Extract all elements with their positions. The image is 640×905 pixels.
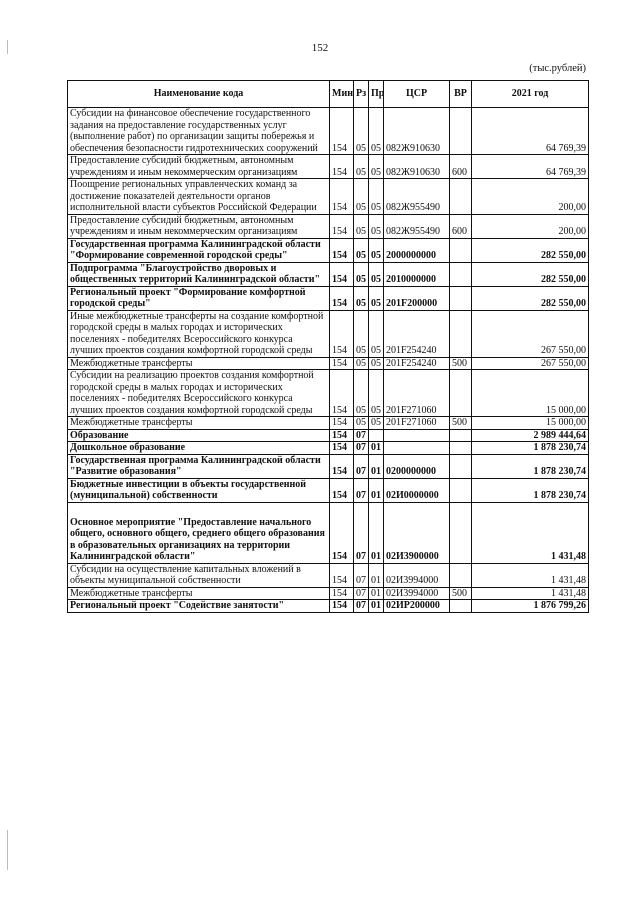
row-vr-cell: 500 — [450, 357, 472, 370]
row-min-cell: 154 — [330, 108, 354, 155]
row-csr-cell: 2000000000 — [384, 238, 450, 262]
row-name-cell: Основное мероприятие "Предоставление начального общего, основного общего, среднего общего образования в образовательных организациях на территории Калининградской области" — [68, 502, 330, 563]
row-pr-cell: 05 — [369, 417, 384, 430]
row-name-cell: Региональный проект "Формирование комфортной городской среды" — [68, 286, 330, 310]
row-pr-cell — [369, 429, 384, 442]
row-vr-cell — [450, 179, 472, 215]
row-rz-cell: 07 — [354, 502, 369, 563]
table-row — [68, 454, 589, 478]
row-rz-cell: 07 — [354, 442, 369, 455]
row-vr-cell — [450, 563, 472, 587]
table-row — [68, 429, 589, 442]
row-amount-cell: 64 769,39 — [472, 108, 589, 155]
row-name-cell: Подпрограмма "Благоустройство дворовых и общественных территорий Калининградской области" — [68, 262, 330, 286]
row-min-cell: 154 — [330, 429, 354, 442]
row-min-cell: 154 — [330, 310, 354, 357]
row-pr-cell: 05 — [369, 108, 384, 155]
row-amount-cell: 1 878 230,74 — [472, 442, 589, 455]
row-pr-cell: 05 — [369, 214, 384, 238]
row-min-cell: 154 — [330, 155, 354, 179]
row-vr-cell — [450, 310, 472, 357]
row-amount-cell: 2 989 444,64 — [472, 429, 589, 442]
row-min-cell: 154 — [330, 286, 354, 310]
column-header-vr: ВР — [450, 81, 472, 108]
row-min-cell: 154 — [330, 600, 354, 613]
row-min-cell: 154 — [330, 587, 354, 600]
row-pr-cell: 05 — [369, 310, 384, 357]
row-rz-cell: 07 — [354, 600, 369, 613]
column-header-year: 2021 год — [472, 81, 589, 108]
row-csr-cell — [384, 429, 450, 442]
row-amount-cell: 1 431,48 — [472, 563, 589, 587]
row-pr-cell: 01 — [369, 563, 384, 587]
units-label: (тыс.рублей) — [529, 63, 586, 74]
row-amount-cell: 1 878 230,74 — [472, 454, 589, 478]
table-row — [68, 108, 589, 155]
row-csr-cell: 082Ж955490 — [384, 214, 450, 238]
row-name-cell: Субсидии на финансовое обеспечение государственного задания на предоставление государственных услуг (выполнение работ) по организации защиты побережья и обеспечения безопасности гидротехнических сооружений — [68, 108, 330, 155]
row-csr-cell: 0200000000 — [384, 454, 450, 478]
row-rz-cell: 07 — [354, 454, 369, 478]
row-name-cell: Региональный проект "Содействие занятости" — [68, 600, 330, 613]
row-pr-cell: 01 — [369, 442, 384, 455]
row-min-cell: 154 — [330, 454, 354, 478]
row-rz-cell: 05 — [354, 370, 369, 417]
row-min-cell: 154 — [330, 214, 354, 238]
row-amount-cell: 267 550,00 — [472, 310, 589, 357]
table-row — [68, 262, 589, 286]
row-pr-cell: 01 — [369, 454, 384, 478]
row-vr-cell — [450, 286, 472, 310]
table-row — [68, 357, 589, 370]
row-min-cell: 154 — [330, 179, 354, 215]
row-vr-cell: 600 — [450, 214, 472, 238]
row-min-cell: 154 — [330, 262, 354, 286]
row-amount-cell: 200,00 — [472, 179, 589, 215]
row-csr-cell: 201F254240 — [384, 357, 450, 370]
row-amount-cell: 1 431,48 — [472, 587, 589, 600]
table-body — [68, 108, 589, 613]
row-rz-cell: 05 — [354, 357, 369, 370]
row-csr-cell: 201F200000 — [384, 286, 450, 310]
row-amount-cell: 1 876 799,26 — [472, 600, 589, 613]
row-csr-cell: 082Ж910630 — [384, 155, 450, 179]
row-name-cell: Образование — [68, 429, 330, 442]
row-pr-cell: 01 — [369, 600, 384, 613]
table-row — [68, 442, 589, 455]
row-vr-cell: 500 — [450, 417, 472, 430]
budget-table — [67, 80, 589, 613]
row-name-cell: Межбюджетные трансферты — [68, 587, 330, 600]
row-vr-cell — [450, 429, 472, 442]
row-amount-cell: 1 878 230,74 — [472, 478, 589, 502]
margin-mark-bottom — [7, 830, 8, 870]
row-name-cell: Государственная программа Калининградской области "Развитие образования" — [68, 454, 330, 478]
row-vr-cell — [450, 502, 472, 563]
row-csr-cell — [384, 442, 450, 455]
row-amount-cell: 64 769,39 — [472, 155, 589, 179]
page-number: 152 — [311, 42, 329, 54]
row-name-cell: Предоставление субсидий бюджетным, автономным учреждениям и иным некоммерческим организациям — [68, 214, 330, 238]
table-row — [68, 478, 589, 502]
row-min-cell: 154 — [330, 478, 354, 502]
row-vr-cell — [450, 238, 472, 262]
row-amount-cell: 282 550,00 — [472, 286, 589, 310]
row-vr-cell — [450, 454, 472, 478]
table-header-row — [68, 81, 589, 108]
row-pr-cell: 01 — [369, 502, 384, 563]
table-row — [68, 587, 589, 600]
row-pr-cell: 05 — [369, 179, 384, 215]
row-rz-cell: 05 — [354, 108, 369, 155]
table-row — [68, 417, 589, 430]
table-row — [68, 238, 589, 262]
row-rz-cell: 05 — [354, 238, 369, 262]
row-name-cell: Субсидии на осуществление капитальных вложений в объекты муниципальной собственности — [68, 563, 330, 587]
row-min-cell: 154 — [330, 370, 354, 417]
row-csr-cell: 201F271060 — [384, 417, 450, 430]
row-csr-cell: 02И0000000 — [384, 478, 450, 502]
row-pr-cell: 05 — [369, 286, 384, 310]
row-pr-cell: 05 — [369, 155, 384, 179]
table-row — [68, 310, 589, 357]
row-name-cell: Предоставление субсидий бюджетным, автономным учреждениям и иным некоммерческим организациям — [68, 155, 330, 179]
row-rz-cell: 07 — [354, 587, 369, 600]
row-csr-cell: 201F254240 — [384, 310, 450, 357]
row-rz-cell: 07 — [354, 478, 369, 502]
row-rz-cell: 05 — [354, 179, 369, 215]
row-min-cell: 154 — [330, 417, 354, 430]
row-csr-cell: 02И3994000 — [384, 563, 450, 587]
row-name-cell: Государственная программа Калининградской области "Формирование современной городской среды" — [68, 238, 330, 262]
column-header-csr: ЦСР — [384, 81, 450, 108]
row-rz-cell: 05 — [354, 310, 369, 357]
row-vr-cell — [450, 262, 472, 286]
row-amount-cell: 15 000,00 — [472, 370, 589, 417]
row-name-cell: Дошкольное образование — [68, 442, 330, 455]
row-vr-cell: 500 — [450, 587, 472, 600]
row-rz-cell: 05 — [354, 286, 369, 310]
row-pr-cell: 05 — [369, 357, 384, 370]
row-name-cell: Бюджетные инвестиции в объекты государственной (муниципальной) собственности — [68, 478, 330, 502]
row-rz-cell: 05 — [354, 214, 369, 238]
row-csr-cell: 02И3900000 — [384, 502, 450, 563]
row-name-cell: Межбюджетные трансферты — [68, 417, 330, 430]
row-amount-cell: 1 431,48 — [472, 502, 589, 563]
row-vr-cell — [450, 370, 472, 417]
row-vr-cell — [450, 478, 472, 502]
column-header-pr: Пр — [369, 81, 384, 108]
row-name-cell: Поощрение региональных управленческих команд за достижение показателей деятельности органов исполнительной власти субъектов Российской Федерации — [68, 179, 330, 215]
row-vr-cell — [450, 442, 472, 455]
row-name-cell: Субсидии на реализацию проектов создания комфортной городской среды в малых городах и исторических поселениях - победителях Всероссийского конкурса лучших проектов создания комфортной городской среды — [68, 370, 330, 417]
table-row — [68, 214, 589, 238]
column-header-min: Мин — [330, 81, 354, 108]
row-amount-cell: 15 000,00 — [472, 417, 589, 430]
row-name-cell: Межбюджетные трансферты — [68, 357, 330, 370]
row-csr-cell: 02ИP200000 — [384, 600, 450, 613]
row-csr-cell: 2010000000 — [384, 262, 450, 286]
row-name-cell: Иные межбюджетные трансферты на создание комфортной городской среды в малых городах и исторических поселениях - победителях Всероссийского конкурса лучших проектов создания комфортной городской среды — [68, 310, 330, 357]
column-header-name: Наименование кода — [68, 81, 330, 108]
table-row — [68, 600, 589, 613]
row-csr-cell: 02И3994000 — [384, 587, 450, 600]
row-min-cell: 154 — [330, 502, 354, 563]
row-pr-cell: 01 — [369, 587, 384, 600]
row-min-cell: 154 — [330, 357, 354, 370]
row-min-cell: 154 — [330, 442, 354, 455]
table-row — [68, 155, 589, 179]
row-csr-cell: 082Ж955490 — [384, 179, 450, 215]
row-rz-cell: 07 — [354, 563, 369, 587]
table-row — [68, 502, 589, 563]
table-row — [68, 286, 589, 310]
row-vr-cell — [450, 600, 472, 613]
column-header-rz: Рз — [354, 81, 369, 108]
row-amount-cell: 200,00 — [472, 214, 589, 238]
row-min-cell: 154 — [330, 238, 354, 262]
row-pr-cell: 01 — [369, 478, 384, 502]
row-csr-cell: 201F271060 — [384, 370, 450, 417]
row-min-cell: 154 — [330, 563, 354, 587]
table-row — [68, 370, 589, 417]
row-amount-cell: 282 550,00 — [472, 238, 589, 262]
row-amount-cell: 267 550,00 — [472, 357, 589, 370]
row-vr-cell: 600 — [450, 155, 472, 179]
row-rz-cell: 05 — [354, 155, 369, 179]
row-pr-cell: 05 — [369, 238, 384, 262]
row-pr-cell: 05 — [369, 262, 384, 286]
row-rz-cell: 05 — [354, 417, 369, 430]
row-vr-cell — [450, 108, 472, 155]
row-pr-cell: 05 — [369, 370, 384, 417]
row-rz-cell: 07 — [354, 429, 369, 442]
row-rz-cell: 05 — [354, 262, 369, 286]
row-csr-cell: 082Ж910630 — [384, 108, 450, 155]
table-row — [68, 179, 589, 215]
row-amount-cell: 282 550,00 — [472, 262, 589, 286]
table-row — [68, 563, 589, 587]
